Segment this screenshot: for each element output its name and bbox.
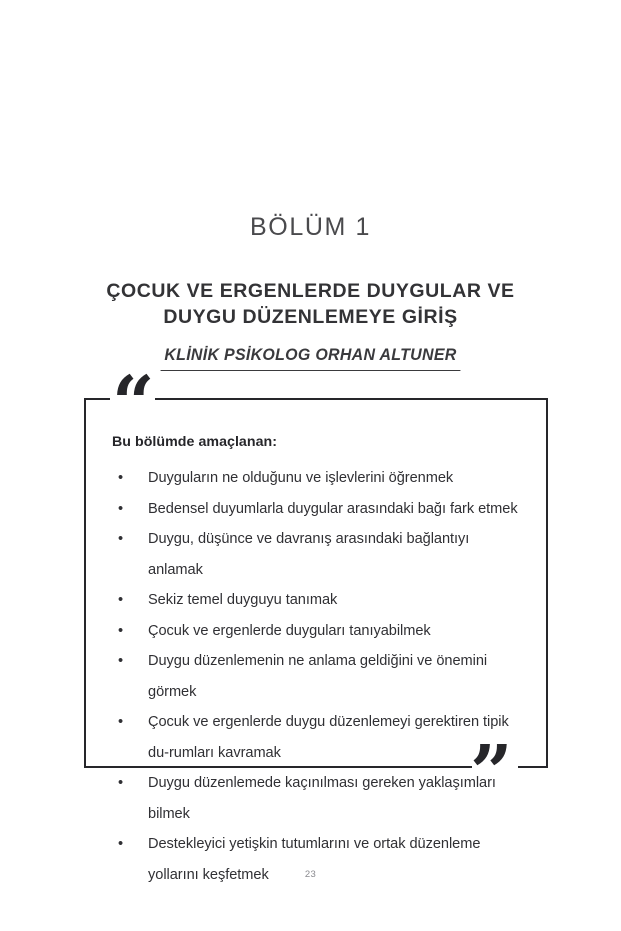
page-title-line-2: DUYGU DÜZENLEMEYE GİRİŞ: [163, 306, 458, 328]
byline-container: [0, 345, 621, 371]
bullet-icon: •: [118, 500, 124, 517]
bullet-icon: •: [118, 714, 124, 730]
objective-item: [112, 829, 526, 890]
bullet-icon: •: [118, 775, 124, 791]
objective-item: [112, 768, 526, 829]
objective-item: [112, 494, 526, 525]
objectives-content: [112, 434, 526, 890]
page-title-line-1: ÇOCUK VE ERGENLERDE DUYGULAR VE: [106, 280, 515, 302]
bullet-icon: •: [118, 622, 124, 639]
objective-item: [112, 646, 526, 707]
box-border-top: [155, 398, 548, 400]
box-border-left: [84, 398, 86, 768]
closing-quote-icon: ”: [470, 730, 513, 816]
objective-item: [112, 463, 526, 494]
chapter-label: BÖLÜM 1: [250, 213, 371, 241]
opening-quote-icon: “: [112, 361, 155, 447]
objective-text: Duygu, düşünce ve davranış arasındaki bağlantıyı anlamak: [148, 531, 470, 578]
objective-item: [112, 616, 526, 647]
objective-item: [112, 524, 526, 585]
objective-text: Sekiz temel duyguyu tanımak: [148, 592, 338, 608]
bullet-icon: •: [118, 836, 124, 852]
bullet-icon: •: [118, 653, 124, 669]
objectives-list: [112, 463, 526, 890]
objective-text: Duygu düzenlemenin ne anlama geldiğini ve önemini görmek: [148, 653, 488, 700]
objective-item: [112, 707, 526, 768]
objective-text: Duygu düzenlemede kaçınılması gereken yaklaşımları bilmek: [148, 775, 496, 822]
objective-text: Duyguların ne olduğunu ve işlevlerini öğrenmek: [148, 470, 454, 486]
objectives-intro: Bu bölümde amaçlanan:: [112, 434, 278, 450]
author-byline: KLİNİK PSİKOLOG ORHAN ALTUNER: [161, 345, 461, 371]
bullet-icon: •: [118, 470, 124, 486]
objective-item: [112, 585, 526, 616]
page-number: 23: [304, 869, 317, 880]
objective-text: Çocuk ve ergenlerde duyguları tanıyabilmek: [148, 622, 431, 639]
box-border-top-stub: [84, 398, 110, 400]
page-title: [0, 278, 621, 330]
box-border-right: [546, 398, 548, 768]
bullet-icon: •: [118, 531, 124, 547]
objective-text: Bedensel duyumlarla duygular arasındaki bağı fark etmek: [148, 500, 518, 517]
objective-text: Çocuk ve ergenlerde duygu düzenlemeyi gerektiren tipik du-​rumları kavramak: [148, 714, 509, 761]
bullet-icon: •: [118, 592, 124, 608]
objective-text: Destekleyici yetişkin tutumlarını ve ortak düzenleme yollarını keşfetmek: [148, 836, 481, 883]
